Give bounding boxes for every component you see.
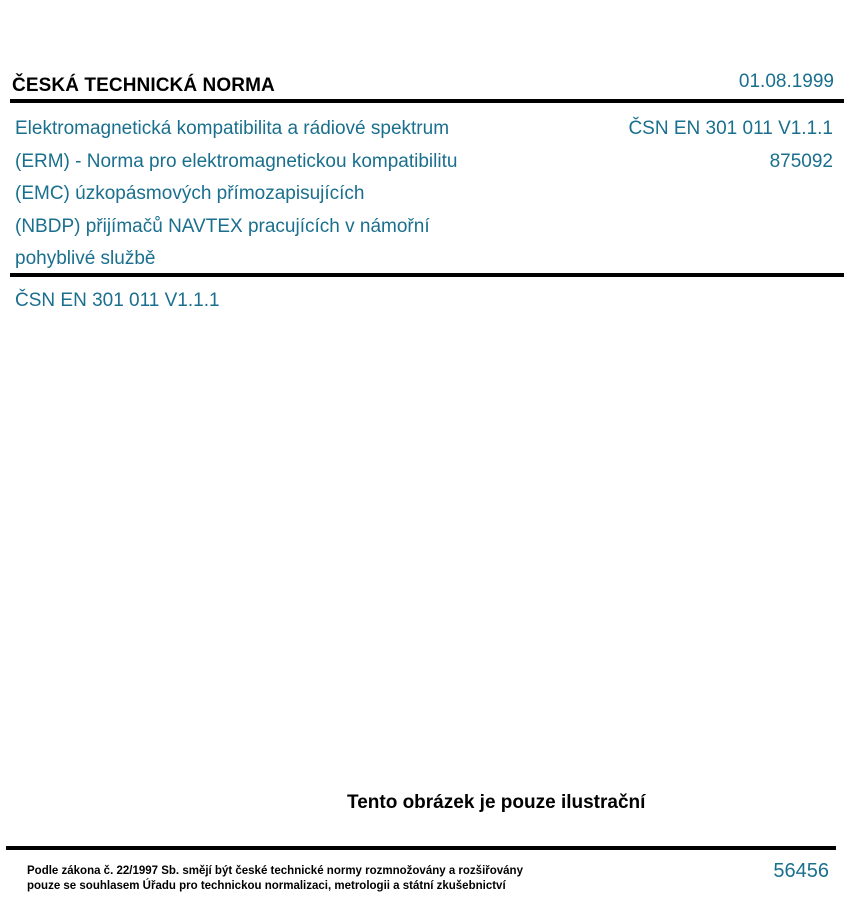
catalog-number: 56456 <box>773 860 829 882</box>
legal-notice <box>27 864 523 894</box>
standard-title-line: (NBDP) přijímačů NAVTEX pracujících v námořní <box>15 215 430 237</box>
title-divider <box>10 273 844 277</box>
standard-title-line: Elektromagnetická kompatibilita a rádiové spektrum <box>15 118 450 139</box>
standard-title-line: (EMC) úzkopásmových přímozapisujících <box>15 183 365 204</box>
standard-title <box>15 113 575 276</box>
standard-title-line: pohyblivé službě <box>15 248 156 269</box>
legal-notice-line: Podle zákona č. 22/1997 Sb. smějí být české technické normy rozmnožovány a rozšiřovány <box>27 865 523 877</box>
standard-title-line: (ERM) - Norma pro elektromagnetickou kompatibilitu <box>15 150 458 172</box>
standard-designation: ČSN EN 301 011 V1.1.1 <box>628 118 833 139</box>
issue-date: 01.08.1999 <box>738 71 834 92</box>
sub-designation: ČSN EN 301 011 V1.1.1 <box>15 290 220 311</box>
legal-notice-line: pouze se souhlasem Úřadu pro technickou normalizaci, metrologii a státní zkušebnictví <box>27 880 506 892</box>
page-title: ČESKÁ TECHNICKÁ NORMA <box>12 75 275 96</box>
illustration-note: Tento obrázek je pouze ilustrační <box>347 792 646 813</box>
standard-identifiers <box>628 113 833 178</box>
footer-divider <box>6 846 836 850</box>
standard-code: 875092 <box>769 150 833 172</box>
header-divider <box>10 99 844 103</box>
